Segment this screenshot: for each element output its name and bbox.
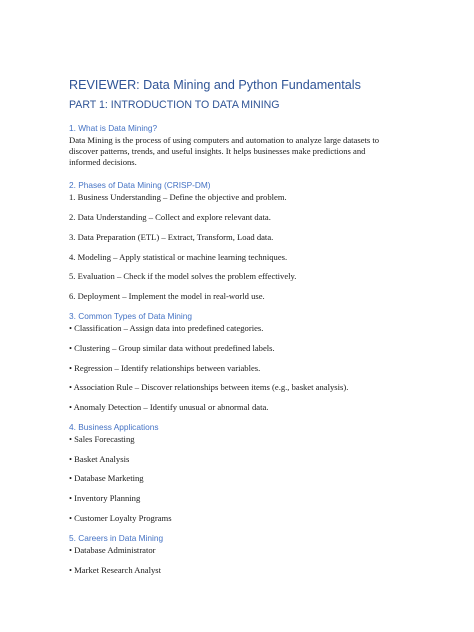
section-heading-careers: 5. Careers in Data Mining — [69, 533, 164, 543]
section-heading-applications: 4. Business Applications — [69, 422, 159, 432]
list-item: 4. Modeling – Apply statistical or machine learning techniques. — [69, 252, 288, 262]
list-item: 2. Data Understanding – Collect and explore relevant data. — [69, 212, 271, 222]
section-heading-phases: 2. Phases of Data Mining (CRISP-DM) — [69, 180, 211, 190]
list-item: • Sales Forecasting — [69, 434, 135, 444]
part-heading: PART 1: INTRODUCTION TO DATA MINING — [69, 99, 280, 111]
document-title: REVIEWER: Data Mining and Python Fundamentals — [69, 78, 361, 92]
list-item: • Database Marketing — [69, 473, 144, 483]
list-item: • Anomaly Detection – Identify unusual or abnormal data. — [69, 402, 269, 412]
list-item: • Database Administrator — [69, 545, 156, 555]
list-item: • Market Research Analyst — [69, 565, 162, 575]
paragraph-line: informed decisions. — [69, 157, 137, 167]
section-heading-types: 3. Common Types of Data Mining — [69, 311, 192, 321]
list-item: • Association Rule – Discover relationships between items (e.g., basket analysis). — [69, 382, 349, 392]
list-item: • Customer Loyalty Programs — [69, 513, 172, 523]
paragraph-line: Data Mining is the process of using computers and automation to analyze large datasets to — [69, 135, 380, 145]
list-item: 5. Evaluation – Check if the model solves the problem effectively. — [69, 271, 297, 281]
list-item: • Classification – Assign data into predefined categories. — [69, 323, 264, 333]
list-item: 1. Business Understanding – Define the objective and problem. — [69, 192, 287, 202]
list-item: • Regression – Identify relationships between variables. — [69, 363, 261, 373]
section-heading-what-is-data-mining: 1. What is Data Mining? — [69, 123, 158, 133]
list-item: 3. Data Preparation (ETL) – Extract, Transform, Load data. — [69, 232, 274, 242]
list-item: • Inventory Planning — [69, 493, 141, 503]
list-item: • Basket Analysis — [69, 454, 130, 464]
list-item: 6. Deployment – Implement the model in real-world use. — [69, 291, 265, 301]
list-item: • Clustering – Group similar data without predefined labels. — [69, 343, 275, 353]
paragraph-line: discover patterns, trends, and useful insights. It helps businesses make predictions and — [69, 146, 366, 156]
